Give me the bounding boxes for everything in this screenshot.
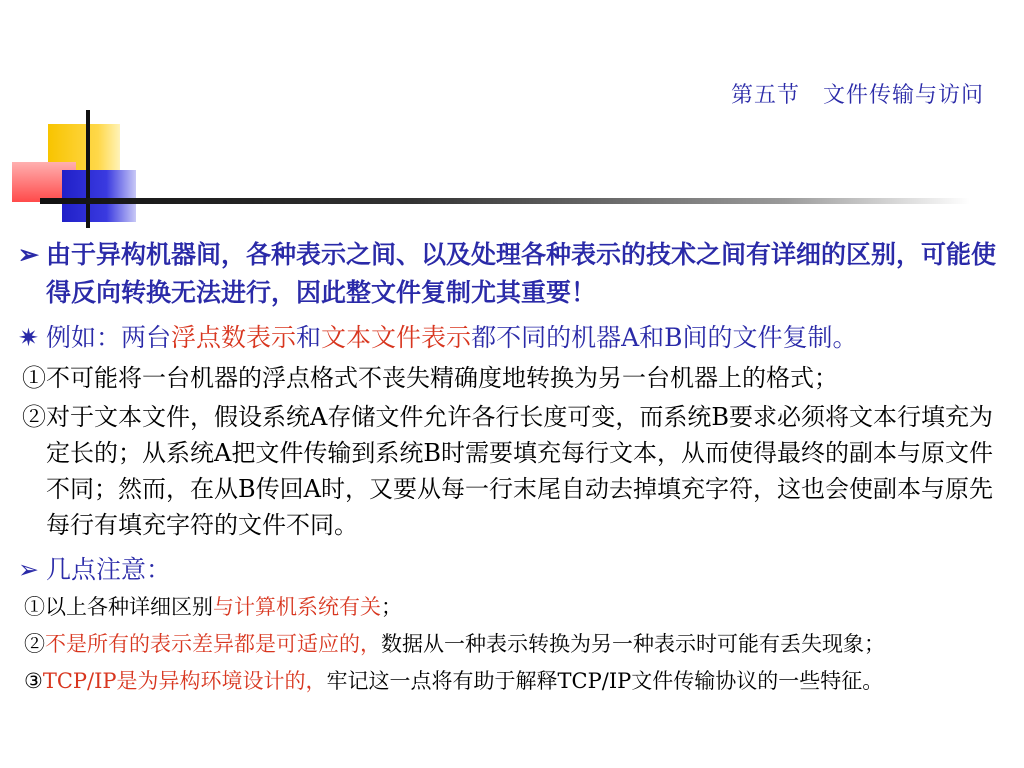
- note-3: [18, 665, 1000, 698]
- text-segment: 数据从一种表示转换为另一种表示时可能有丢失现象；: [381, 632, 885, 656]
- paragraph-text: [22, 364, 838, 392]
- text-segment: 例如：两台: [46, 323, 172, 352]
- text-segment: ②: [24, 632, 45, 656]
- arrow-bullet-icon: ➢: [18, 555, 39, 584]
- text-segment: 文本文件表示: [321, 323, 472, 352]
- note-1: [18, 591, 1000, 624]
- slide-content: [18, 236, 1000, 702]
- paragraph-text: [24, 669, 883, 693]
- text-segment: ；: [381, 595, 402, 619]
- paragraph-point-1: [18, 360, 1000, 396]
- paragraph-text: [24, 595, 402, 619]
- text-segment: 由于异构机器间，各种表示之间、以及处理各种表示的技术之间有详细的区别，可能使得反向转换无法进行，因此整文件复制尤其重要！: [46, 240, 997, 307]
- star-bullet-icon: ✷: [18, 323, 39, 352]
- blue-square: [62, 170, 136, 222]
- text-segment: ③: [24, 669, 43, 693]
- paragraph-example: [18, 319, 1000, 357]
- text-segment: 与计算机系统有关: [213, 595, 381, 619]
- text-segment: TCP/IP是为异构环境设计的，: [42, 669, 327, 693]
- paragraph-point-2: [18, 399, 1000, 543]
- text-segment: ②对于文本文件，假设系统A存储文件允许各行长度可变，而系统B要求必须将文本行填充为定长的；从系统A把文件传输到系统B时需要填充每行文本，从而使得最终的副本与原文件不同；然而，在从B传回A时，又要从每一行末尾自动去掉填充字符，这也会使副本与原先每行有填充字符的文件不同。: [22, 403, 993, 539]
- paragraph-text: [46, 240, 996, 307]
- paragraph-text: [24, 632, 885, 656]
- arrow-bullet-icon: ➢: [18, 240, 39, 269]
- text-segment: ①不可能将一台机器的浮点格式不丧失精确度地转换为另一台机器上的格式；: [22, 364, 838, 392]
- text-segment: 都不同的机器A和B间的文件复制。: [471, 323, 858, 352]
- text-segment: 不是所有的表示差异都是可适应的，: [45, 632, 381, 656]
- paragraph-text: [46, 555, 171, 584]
- paragraph-text: [46, 323, 858, 352]
- text-segment: 浮点数表示: [171, 323, 297, 352]
- vertical-rule: [86, 110, 90, 228]
- header-title: 第五节 文件传输与访问: [730, 83, 984, 108]
- note-2: [18, 628, 1000, 661]
- text-segment: 和: [296, 323, 322, 352]
- text-segment: 牢记这一点将有助于解释TCP/IP文件传输协议的一些特征。: [326, 669, 884, 693]
- paragraph-notes-heading: [18, 551, 1000, 589]
- horizontal-rule: [40, 198, 970, 204]
- paragraph-text: [22, 403, 993, 539]
- paragraph-intro: [18, 236, 1000, 312]
- text-segment: ①以上各种详细区别: [24, 595, 213, 619]
- text-segment: 几点注意：: [46, 555, 172, 584]
